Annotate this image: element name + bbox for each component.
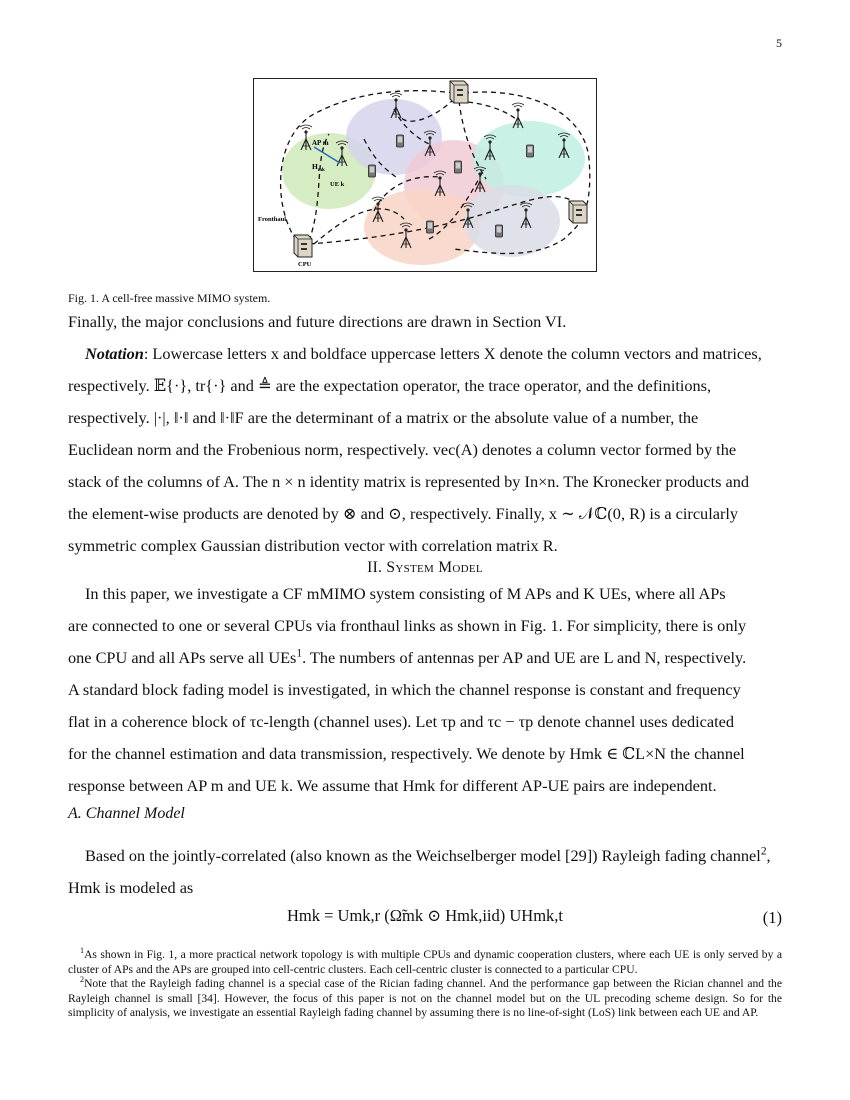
notation-label: Notation	[85, 344, 144, 363]
cluster-gray	[464, 185, 560, 257]
system-line: In this paper, we investigate a CF mMIMO system consisting of M APs and K UEs, where all APs	[85, 584, 726, 603]
footnotes	[68, 948, 782, 1021]
channel-model-text	[68, 840, 782, 904]
system-line: one CPU and all APs serve all UEs$^1$. The numbers of antennas per AP and UE are L and N, respectively.	[68, 647, 747, 667]
notation-line: respectively. |·|, ‖·‖ and ‖·‖F are the determinant of a matrix or the absolute value of a number, the	[68, 408, 699, 427]
label-ue-k: UE k	[330, 181, 345, 188]
system-line: flat in a coherence block of τc-length (channel uses). Let τp and τc − τp denote channel uses dedicated	[68, 712, 734, 731]
label-ap-m: AP m	[312, 139, 329, 147]
notation-line: respectively. 𝔼{·}, tr{·} and ≜ are the expectation operator, the trace operator, and the definitions,	[68, 376, 712, 395]
network-diagram	[254, 79, 597, 272]
channel-line: Based on the jointly-correlated (also known as the Weichselberger model [29]) Rayleigh fading channel$^2$,	[85, 845, 771, 865]
notation-line: Notation: Lowercase letters x and boldface uppercase letters X denote the column vectors and matrices,	[85, 344, 762, 363]
system-model-text	[68, 578, 782, 802]
server-icon-top	[450, 81, 468, 103]
figure-caption: Fig. 1. A cell-free massive MIMO system.	[68, 291, 271, 305]
section-heading: II. System Model	[367, 559, 483, 576]
subsection-heading: A. Channel Model	[68, 805, 185, 822]
figure-cell-free-system	[253, 78, 597, 272]
equation-number: (1)	[762, 908, 782, 927]
label-channel: $H_{mk}$	[312, 162, 325, 173]
label-cpu: CPU	[298, 261, 312, 268]
cpu-server-icon	[294, 235, 312, 257]
equation-1	[68, 900, 782, 940]
system-line: for the channel estimation and data transmission, respectively. We denote by Hmk ∈ ℂL×N the channel	[68, 744, 745, 763]
footnote-mark: 2	[760, 845, 767, 858]
channel-line: Hmk is modeled as	[68, 878, 194, 897]
footnote-2: $^2$Note that the Rayleigh fading channel is a special case of the Rician fading channel. And the performance gap between the Rician channel and the Rayleigh channel is small [34]. However, the focus of this paper is not on the channel model but on the UL precoding scheme design. So for the simplicity of analysis, we investigate an essential Rayleigh fading channel by assuming there is no line-of-sight (LoS) link between each UE and AP.	[68, 975, 782, 1020]
notation-line: the element-wise products are denoted by ⊗ and ⊙, respectively. Finally, x ∼ 𝒩ℂ(0, R) is a circularly	[68, 504, 739, 523]
footnote-mark: 1	[296, 647, 303, 660]
intro-text	[68, 306, 782, 562]
system-line: are connected to one or several CPUs via fronthaul links as shown in Fig. 1. For simplicity, there is only	[68, 616, 747, 635]
notation-line: Euclidean norm and the Frobenious norm, respectively. vec(A) denotes a column vector formed by the	[68, 440, 737, 459]
footnote-1: $^1$As shown in Fig. 1, a more practical network topology is with multiple CPUs and dynamic cooperation clusters, where each UE is only served by a cluster of APs and the APs are grouped into cell-centric clusters. Each cell-centric cluster is connected to a particular CPU.	[68, 946, 782, 976]
system-line: A standard block fading model is investigated, in which the channel response is constant and frequency	[68, 680, 741, 699]
equation-body: Hmk = Umk,r (Ω̃mk ⊙ Hmk,iid) UHmk,t	[286, 906, 563, 925]
system-line: response between AP m and UE k. We assume that Hmk for different AP-UE pairs are independent.	[68, 776, 717, 795]
notation-line: stack of the columns of A. The n × n identity matrix is represented by In×n. The Kronecker products and	[68, 472, 750, 491]
server-icon-right	[569, 201, 587, 223]
conclusion-line: Finally, the major conclusions and future directions are drawn in Section VI.	[68, 312, 567, 331]
label-fronthaul: Fronthaul	[258, 216, 287, 223]
page-number: 5	[776, 36, 782, 50]
notation-line: symmetric complex Gaussian distribution vector with correlation matrix R.	[68, 536, 558, 555]
